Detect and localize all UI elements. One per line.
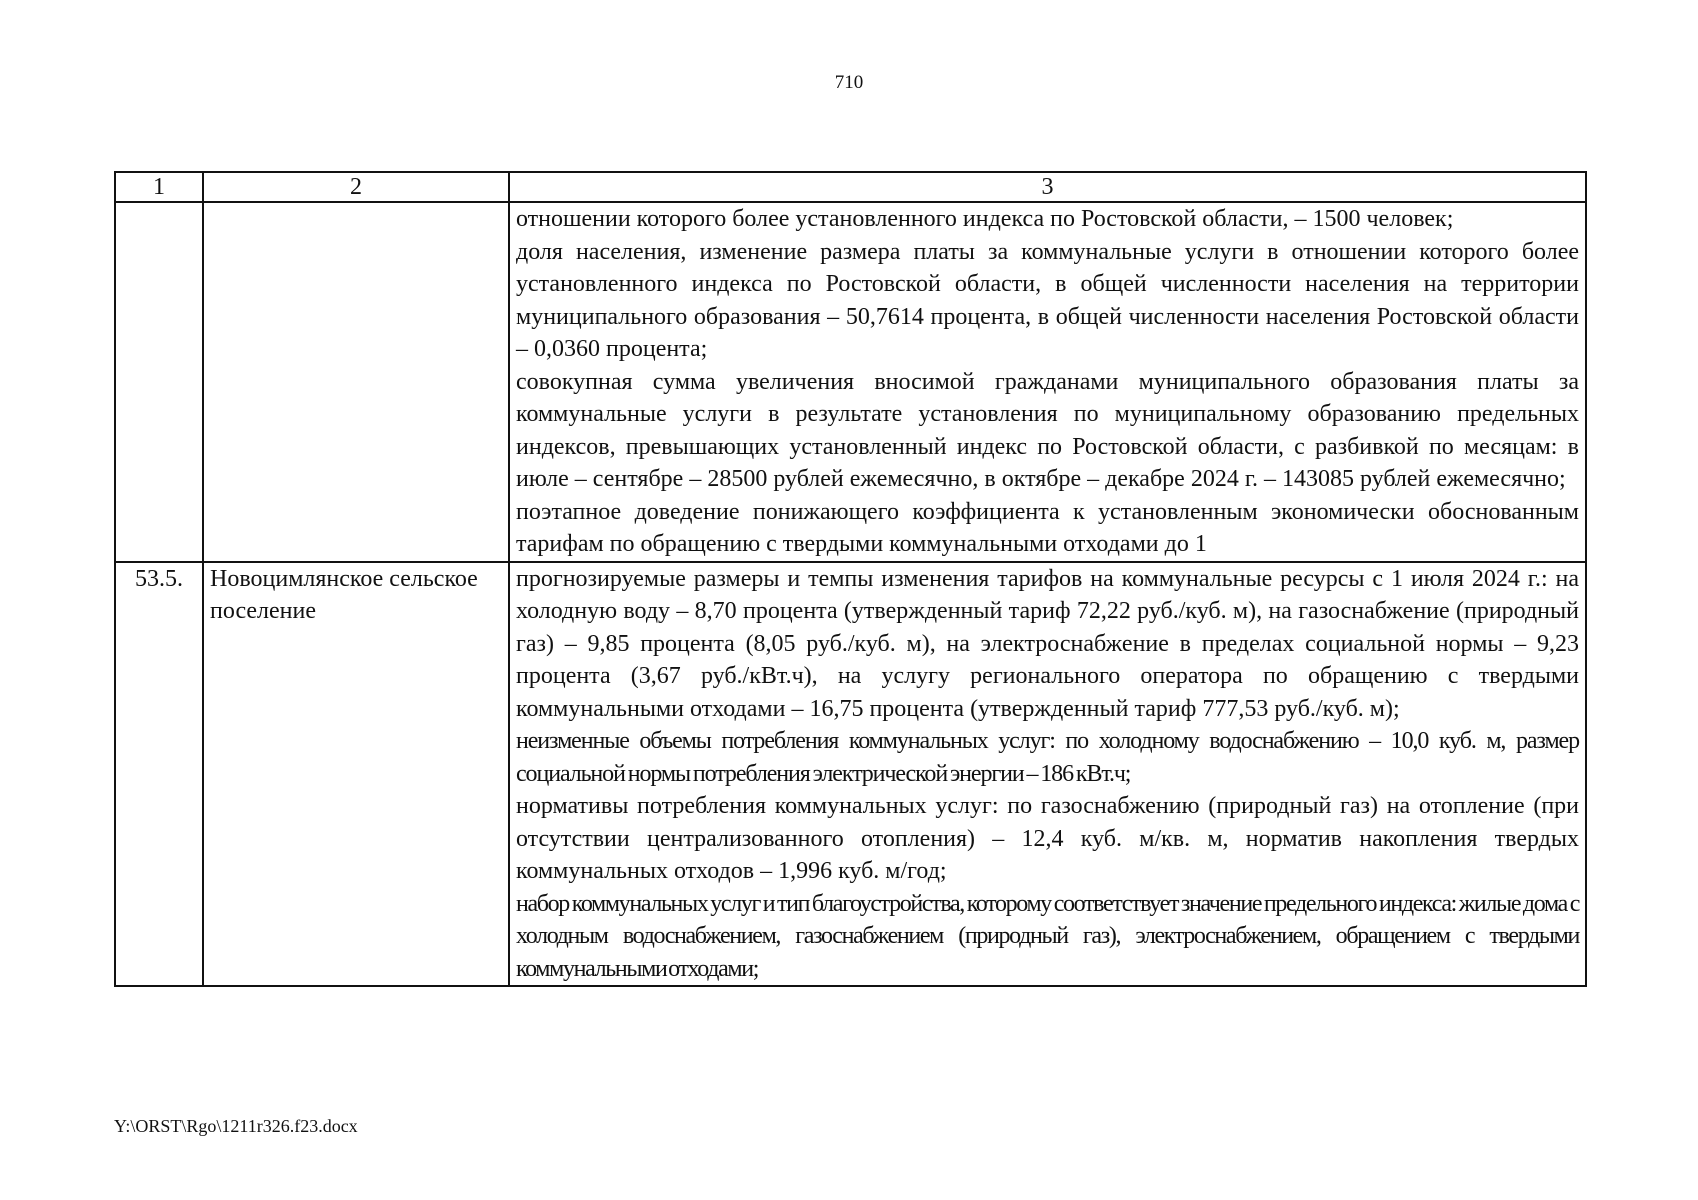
row-description: [509, 562, 1586, 987]
page-number: 710: [834, 72, 864, 93]
row-number: 53.5.: [115, 562, 203, 987]
paragraph: прогнозируемые размеры и темпы изменения тарифов на коммунальные ресурсы с 1 июля 2024 г.: на холодную воду – 8,70 процента (утвержденный тариф 72,22 руб./куб. м), на газоснабжение (природный газ) – 9,85 процента (8,05 руб./куб. м), на электроснабжение в пределах социальной нормы – 9,23 процента (3,67 руб./кВт.ч), на услугу регионального оператора по обращению с твердыми коммунальными отходами – 16,75 процента (утвержденный тариф 777,53 руб./куб. м);: [516, 565, 1579, 722]
tariff-table: [114, 171, 1587, 987]
table-row: [115, 202, 1586, 562]
settlement-name: [203, 202, 509, 562]
paragraph: отношении которого более установленного индекса по Ростовской области, – 1500 человек;: [516, 206, 1454, 232]
row-number: [115, 202, 203, 562]
row-description: [509, 202, 1586, 562]
settlement-name: Новоцимлянское сельское поселение: [203, 562, 509, 987]
paragraph: набор коммунальных услуг и тип благоустройства, которому соответствует значение предельного индекса: жилые дома с холодным водоснабжением, газоснабжением (природный газ), электроснабжением, обращением с твердыми коммунальными отходами;: [516, 890, 1579, 982]
paragraph: неизменные объемы потребления коммунальных услуг: по холодному водоснабжению – 10,0 куб. м, размер социальной нормы потребления электрической энергии – 186 кВт.ч;: [516, 728, 1579, 787]
column-header-2: 2: [203, 172, 509, 202]
paragraph: совокупная сумма увеличения вносимой гражданами муниципального образования платы за коммунальные услуги в результате установления по муниципальному образованию предельных индексов, превышающих установленный индекс по Ростовской области, с разбивкой по месяцам: в июле – сентябре – 28500 рублей ежемесячно, в октябре – декабре 2024 г. – 143085 рублей ежемесячно;: [516, 368, 1579, 492]
table-row: [115, 562, 1586, 987]
file-path-footer: Y:\ORST\Rgo\1211r326.f23.docx: [114, 1116, 358, 1136]
paragraph: доля населения, изменение размера платы за коммунальные услуги в отношении которого более установленного индекса по Ростовской области, в общей численности населения на территории муниципального образования – 50,7614 процента, в общей численности населения Ростовской области – 0,0360 процента;: [516, 238, 1579, 362]
paragraph: нормативы потребления коммунальных услуг: по газоснабжению (природный газ) на отопление (при отсутствии централизованного отопления) – 12,4 куб. м/кв. м, норматив накопления твердых коммунальных отходов – 1,996 куб. м/год;: [516, 793, 1579, 884]
column-header-1: 1: [115, 172, 203, 202]
table-header-row: [115, 172, 1586, 202]
paragraph: поэтапное доведение понижающего коэффициента к установленным экономически обоснованным тарифам по обращению с твердыми коммунальными отходами до 1: [516, 498, 1579, 557]
column-header-3: 3: [509, 172, 1586, 202]
